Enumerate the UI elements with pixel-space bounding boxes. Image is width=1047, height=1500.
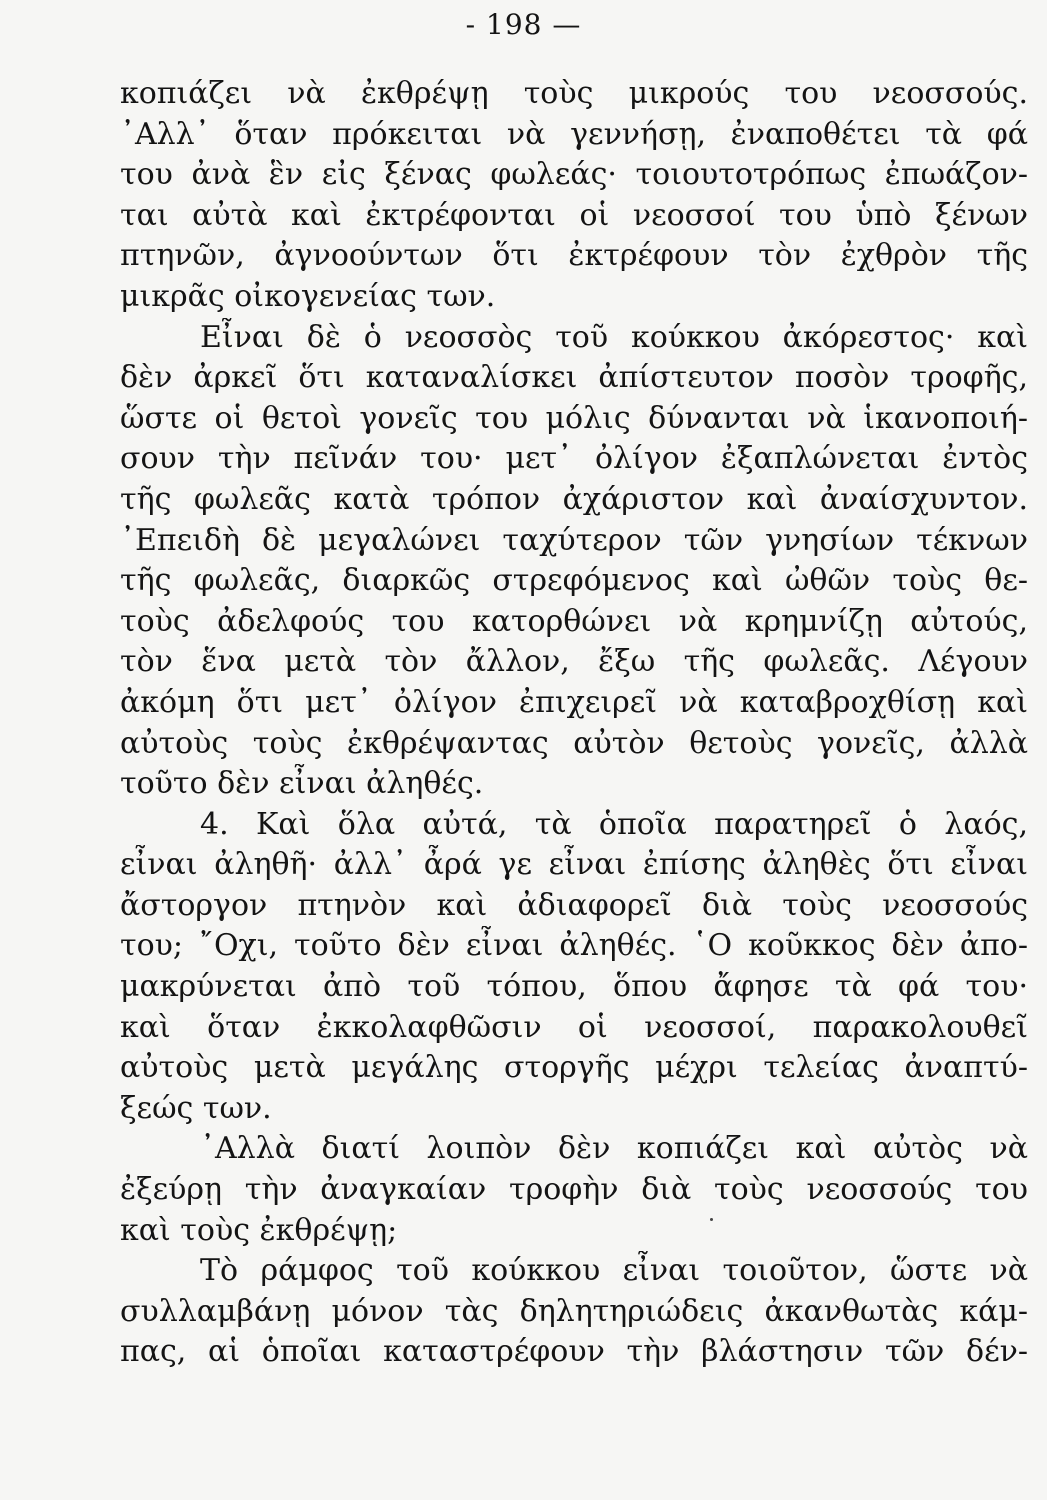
text-line: τὸν ἕνα μετὰ τὸν ἄλλον, ἔξω τῆς φωλεᾶς. Λέγουν	[120, 644, 1028, 680]
text-line: ἀκόμη ὅτι μετ᾿ ὀλίγον ἐπιχειρεῖ νὰ καταβροχθίσῃ καὶ	[120, 684, 1028, 720]
text-line: μικρᾶς οἰκογενείας των.	[120, 278, 496, 314]
text-line: ξεώς των.	[120, 1090, 272, 1126]
text-line: πτηνῶν, ἀγνοούντων ὅτι ἐκτρέφουν τὸν ἐχθρὸν τῆς	[120, 238, 1028, 274]
text-line: καὶ τοὺς ἐκθρέψῃ;	[120, 1212, 398, 1248]
text-line: ᾿Αλλ᾿ ὅταν πρόκειται νὰ γεννήσῃ, ἐναποθέτει τὰ φά	[120, 116, 1028, 152]
text-line: του; ῎Οχι, τοῦτο δὲν εἶναι ἀληθές. ῾Ο κοῦκκος δὲν ἀπο-	[120, 928, 1028, 964]
text-line: Εἶναι δὲ ὁ νεοσσὸς τοῦ κούκκου ἀκόρεστος· καὶ	[200, 319, 1028, 355]
text-line: σουν τὴν πεῖνάν του· μετ᾿ ὀλίγον ἐξαπλώνεται ἐντὸς	[120, 441, 1028, 477]
text-line: καὶ ὅταν ἐκκολαφθῶσιν οἱ νεοσσοί, παρακολουθεῖ	[120, 1009, 1028, 1045]
text-line: δὲν ἀρκεῖ ὅτι καταναλίσκει ἀπίστευτον ποσὸν τροφῆς,	[120, 360, 1028, 396]
text-line: του ἀνὰ ἓν εἰς ξένας φωλεάς· τοιουτοτρόπως ἐπωάζον-	[120, 157, 1028, 193]
body-text	[120, 74, 1028, 1373]
page-number: - 198 —	[465, 8, 582, 41]
text-line: αὐτοὺς τοὺς ἐκθρέψαντας αὐτὸν θετοὺς γονεῖς, ἀλλὰ	[120, 725, 1028, 761]
text-line: ἐξεύρῃ τὴν ἀναγκαίαν τροφὴν διὰ τοὺς νεοσσούς του	[120, 1172, 1028, 1208]
text-line: ᾿Επειδὴ δὲ μεγαλώνει ταχύτερον τῶν γνησίων τέκνων	[120, 522, 1028, 558]
text-line: εἶναι ἀληθῆ· ἀλλ᾿ ἆρά γε εἶναι ἐπίσης ἀληθὲς ὅτι εἶναι	[120, 847, 1028, 883]
text-line: ὥστε οἱ θετοὶ γονεῖς του μόλις δύνανται νὰ ἱκανοποιή-	[120, 400, 1028, 436]
text-line: ται αὐτὰ καὶ ἐκτρέφονται οἱ νεοσσοί του ὑπὸ ξένων	[120, 197, 1028, 233]
text-line: κοπιάζει νὰ ἐκθρέψῃ τοὺς μικρούς του νεοσσούς.	[120, 76, 1028, 111]
text-line: τοὺς ἀδελφούς του κατορθώνει νὰ κρημνίζῃ αὐτούς,	[120, 603, 1028, 639]
text-line: Τὸ ράμφος τοῦ κούκκου εἶναι τοιοῦτον, ὥστε νὰ	[200, 1253, 1028, 1289]
text-line: ᾿Αλλὰ διατί λοιπὸν δὲν κοπιάζει καὶ αὐτὸς νὰ	[200, 1131, 1028, 1167]
text-line: τῆς φωλεᾶς κατὰ τρόπον ἀχάριστον καὶ ἀναίσχυντον.	[120, 481, 1028, 517]
text-line: τῆς φωλεᾶς, διαρκῶς στρεφόμενος καὶ ὠθῶν τοὺς θε-	[120, 563, 1028, 599]
text-line: μακρύνεται ἀπὸ τοῦ τόπου, ὅπου ἄφησε τὰ φά του·	[120, 969, 1028, 1005]
text-line: πας, αἱ ὁποῖαι καταστρέφουν τὴν βλάστησιν τῶν δέν-	[120, 1334, 1028, 1370]
text-line: συλλαμβάνῃ μόνον τὰς δηλητηριώδεις ἀκανθωτὰς κάμ-	[120, 1293, 1028, 1329]
text-line: ἄστοργον πτηνὸν καὶ ἀδιαφορεῖ διὰ τοὺς νεοσσούς	[120, 887, 1028, 923]
ink-speck	[710, 1218, 713, 1221]
text-line: τοῦτο δὲν εἶναι ἀληθές.	[120, 766, 484, 802]
text-line: 4. Καὶ ὅλα αὐτά, τὰ ὁποῖα παρατηρεῖ ὁ λαός,	[200, 806, 1028, 842]
text-line: αὐτοὺς μετὰ μεγάλης στοργῆς μέχρι τελείας ἀναπτύ-	[120, 1050, 1028, 1086]
